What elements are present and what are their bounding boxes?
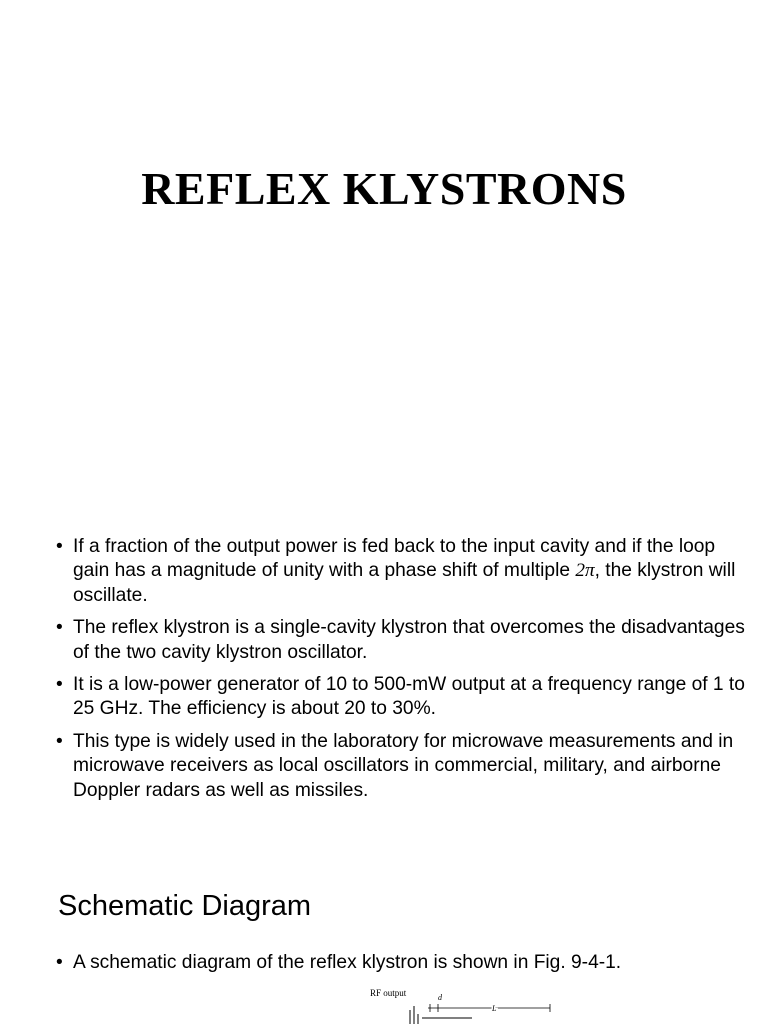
math-2pi: 2π bbox=[575, 560, 595, 582]
bullet-dot-icon: • bbox=[56, 952, 63, 973]
bullet-dot-icon: • bbox=[56, 617, 63, 639]
figure-label-L: L bbox=[492, 1004, 497, 1013]
bullet-item bbox=[56, 730, 746, 803]
bullet-text: It is a low-power generator of 10 to 500-mW output at a frequency range of 1 to 25 GHz. The efficiency is about 20 to 30%. bbox=[73, 674, 745, 720]
bullet-text-tail: , the klystron will oscillate. bbox=[73, 560, 736, 606]
slide-title: REFLEX KLYSTRONS bbox=[141, 163, 627, 214]
bullet-list-schematic bbox=[56, 951, 746, 983]
bullet-text: This type is widely used in the laboratory for microwave measurements and in microwave receivers as local oscillators in commercial, military, and airborne Doppler radars as well as missiles. bbox=[73, 730, 734, 801]
section-heading: Schematic Diagram bbox=[58, 890, 312, 922]
bullet-item bbox=[56, 951, 746, 975]
bullet-dot-icon: • bbox=[56, 674, 63, 696]
bullet-item bbox=[56, 673, 746, 722]
bullet-text: If a fraction of the output power is fed back to the input cavity and if the loop gain has a magnitude of unity with a phase shift of multiple bbox=[73, 536, 716, 582]
figure-label-rf-output: RF output bbox=[370, 988, 407, 998]
bullet-item bbox=[56, 535, 746, 608]
bullet-text: A schematic diagram of the reflex klystron is shown in Fig. 9-4-1. bbox=[73, 952, 622, 973]
bullet-dot-icon: • bbox=[56, 730, 63, 752]
schematic-figure bbox=[360, 984, 580, 1024]
figure-label-d: d bbox=[438, 993, 442, 1002]
bullet-list bbox=[56, 535, 746, 811]
bullet-item bbox=[56, 616, 746, 665]
bullet-dot-icon: • bbox=[56, 536, 63, 557]
bullet-text: The reflex klystron is a single-cavity klystron that overcomes the disadvantages of the two cavity klystron oscillator. bbox=[73, 617, 745, 663]
